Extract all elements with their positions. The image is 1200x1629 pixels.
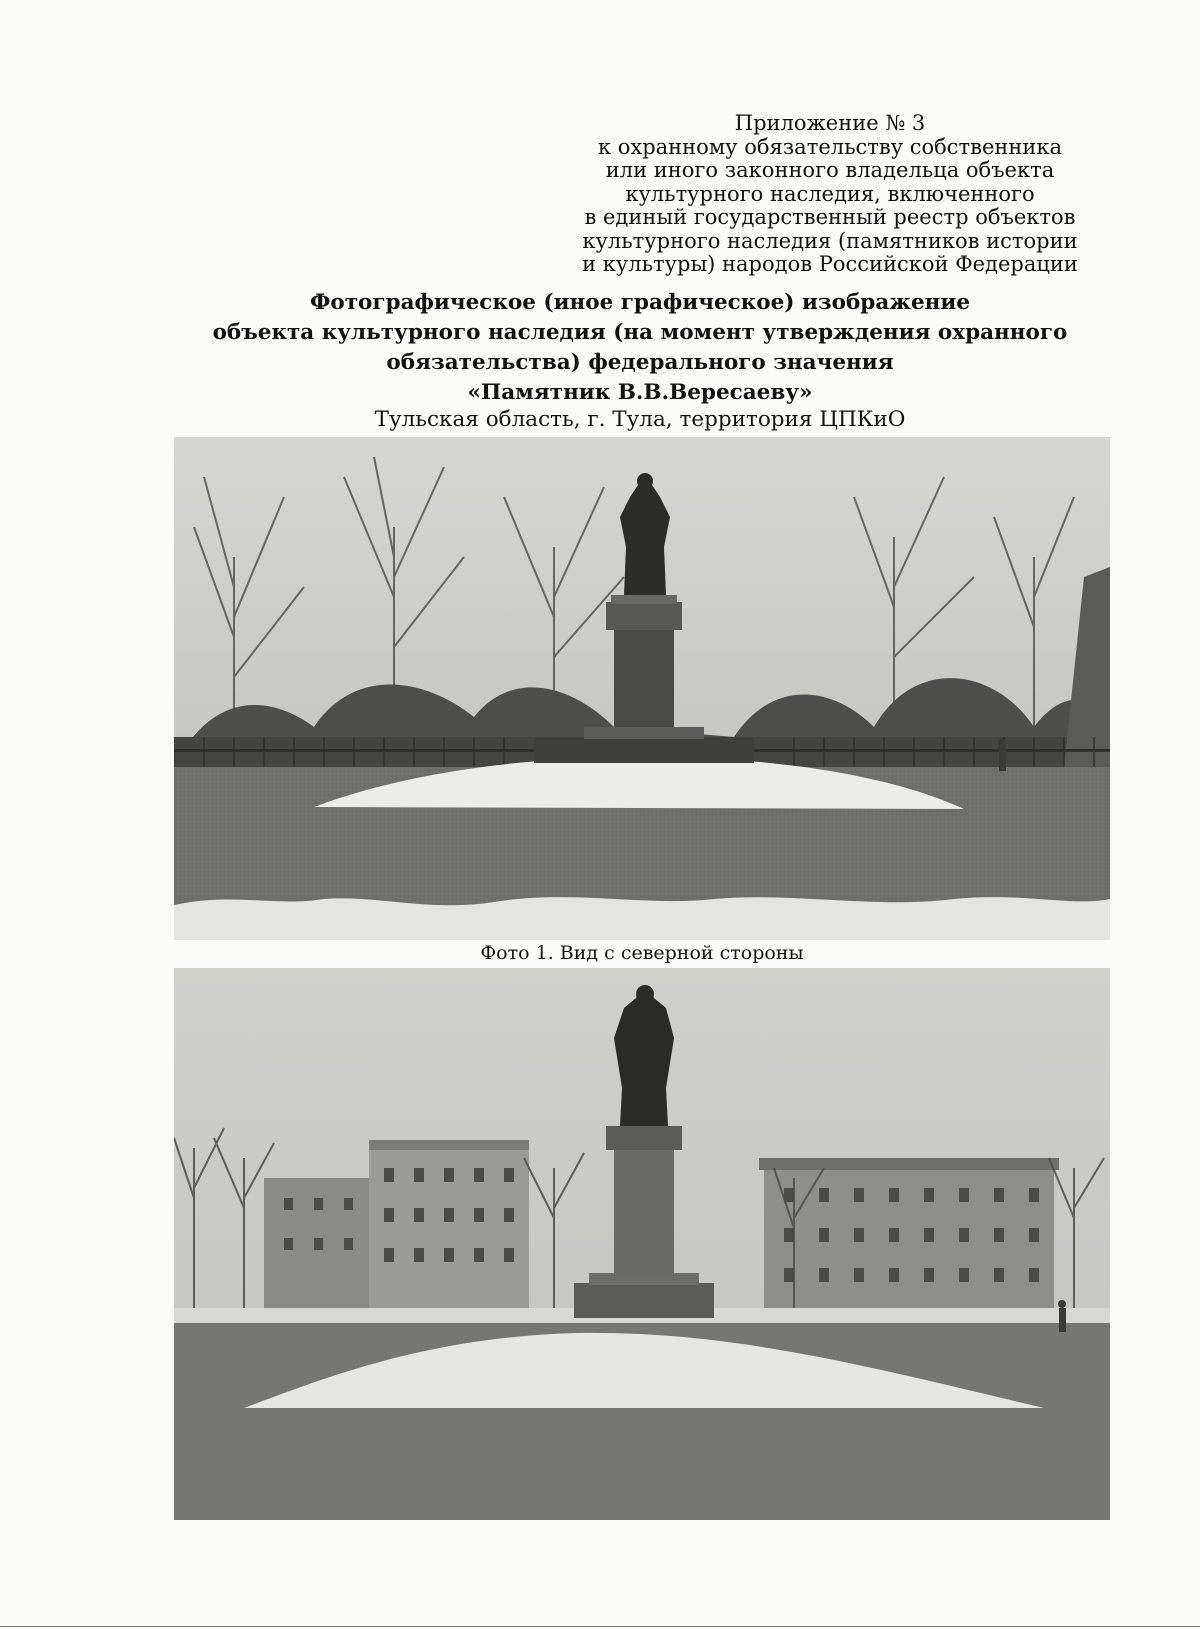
appendix-line: в единый государственный реестр объектов [584, 205, 1076, 229]
monument-name: «Памятник В.В.Вересаеву» [467, 380, 813, 405]
appendix-line: и культуры) народов Российской Федерации [582, 252, 1078, 276]
title-line: обязательства) федерального значения [386, 350, 894, 375]
photo-north-view [174, 437, 1110, 940]
photo-south-image [174, 968, 1110, 1520]
photo-south-view [174, 968, 1110, 1520]
title-line: Фотографическое (иное графическое) изображение [309, 290, 971, 315]
appendix-line: или иного законного владельца объекта [605, 158, 1055, 182]
photo-north-image [174, 437, 1110, 940]
monument-address: Тульская область, г. Тула, территория ЦПКиО [374, 407, 906, 432]
document-title [170, 288, 1110, 408]
title-line: объекта культурного наследия (на момент утверждения охранного [212, 320, 1068, 345]
appendix-number: Приложение № 3 [734, 111, 926, 135]
appendix-line: к охранному обязательству собственника [597, 134, 1063, 159]
appendix-header [570, 112, 1090, 277]
appendix-line: культурного наследия (памятников истории [582, 228, 1078, 253]
appendix-line: культурного наследия, включенного [625, 181, 1035, 206]
scan-edge-line [0, 1626, 1200, 1627]
photo-caption: Фото 1. Вид с северной стороны [480, 942, 804, 964]
